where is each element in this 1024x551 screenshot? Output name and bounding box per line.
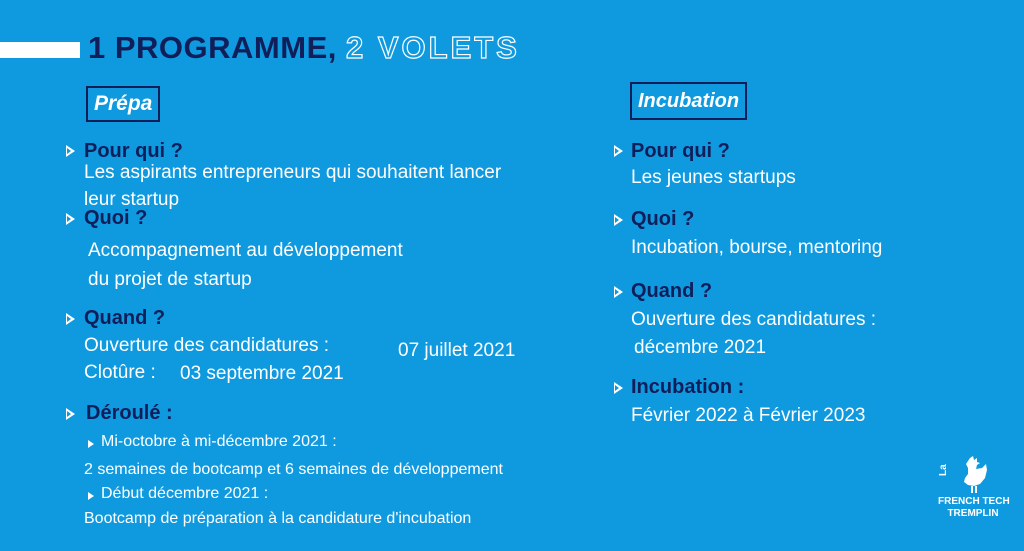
logo-la: La [938, 464, 949, 476]
prepa-pour-qui-line1: Les aspirants entrepreneurs qui souhaitent lancer [84, 162, 502, 183]
incubation-quand-heading: Quand ? [631, 280, 713, 302]
rooster-icon [956, 456, 990, 494]
small-triangle-bullet-icon [88, 492, 94, 500]
prepa-quoi-line1: Accompagnement au développement [88, 240, 403, 261]
prepa-quand-close-label: Clotûre : [84, 362, 156, 383]
small-triangle-bullet-icon [88, 440, 94, 448]
outline-triangle-arrow-icon [614, 382, 623, 394]
prepa-pour-qui-heading: Pour qui ? [84, 140, 183, 162]
outline-triangle-arrow-icon [66, 313, 75, 325]
incubation-pour-qui-heading: Pour qui ? [631, 140, 730, 162]
incubation-quand-line2: décembre 2021 [634, 337, 767, 358]
incubation-quand-line1: Ouverture des candidatures : [631, 309, 877, 330]
incubation-quoi-heading: Quoi ? [631, 208, 695, 230]
title-part-2: 2 VOLETS [345, 30, 520, 65]
prepa-quoi-heading: Quoi ? [84, 207, 148, 229]
title-part-1: 1 PROGRAMME, [88, 30, 337, 65]
logo-line1: FRENCH TECH [938, 496, 1010, 507]
prepa-quand-close-date: 03 septembre 2021 [180, 363, 344, 384]
prepa-deroule-item1-title: Mi-octobre à mi-décembre 2021 : [101, 433, 337, 450]
outline-triangle-arrow-icon [66, 408, 75, 420]
prepa-pour-qui-line2: leur startup [84, 189, 180, 210]
incubation-tag: Incubation [630, 82, 747, 120]
page-title [88, 30, 520, 66]
prepa-deroule-item1-desc: 2 semaines de bootcamp et 6 semaines de développement [84, 461, 503, 478]
outline-triangle-arrow-icon [66, 145, 75, 157]
incubation-quoi-line1: Incubation, bourse, mentoring [631, 237, 883, 258]
logo-line2: TREMPLIN [947, 508, 999, 519]
prepa-deroule-item2-title: Début décembre 2021 : [101, 485, 269, 502]
prepa-deroule-heading: Déroulé : [86, 402, 173, 424]
incubation-incub-heading: Incubation : [631, 376, 745, 398]
outline-triangle-arrow-icon [66, 213, 75, 225]
french-tech-tremplin-logo [938, 456, 1008, 526]
prepa-quoi-line2: du projet de startup [88, 269, 252, 290]
outline-triangle-arrow-icon [614, 145, 623, 157]
prepa-deroule-item2-desc: Bootcamp de préparation à la candidature d'incubation [84, 510, 472, 527]
title-accent-bar [0, 42, 80, 58]
prepa-quand-open-label: Ouverture des candidatures : [84, 335, 330, 356]
incubation-pour-qui-line1: Les jeunes startups [631, 167, 796, 188]
outline-triangle-arrow-icon [614, 214, 623, 226]
prepa-quand-heading: Quand ? [84, 307, 166, 329]
outline-triangle-arrow-icon [614, 286, 623, 298]
prepa-tag: Prépa [86, 86, 160, 122]
incubation-incub-line1: Février 2022 à Février 2023 [631, 405, 866, 426]
prepa-quand-open-date: 07 juillet 2021 [398, 340, 516, 361]
